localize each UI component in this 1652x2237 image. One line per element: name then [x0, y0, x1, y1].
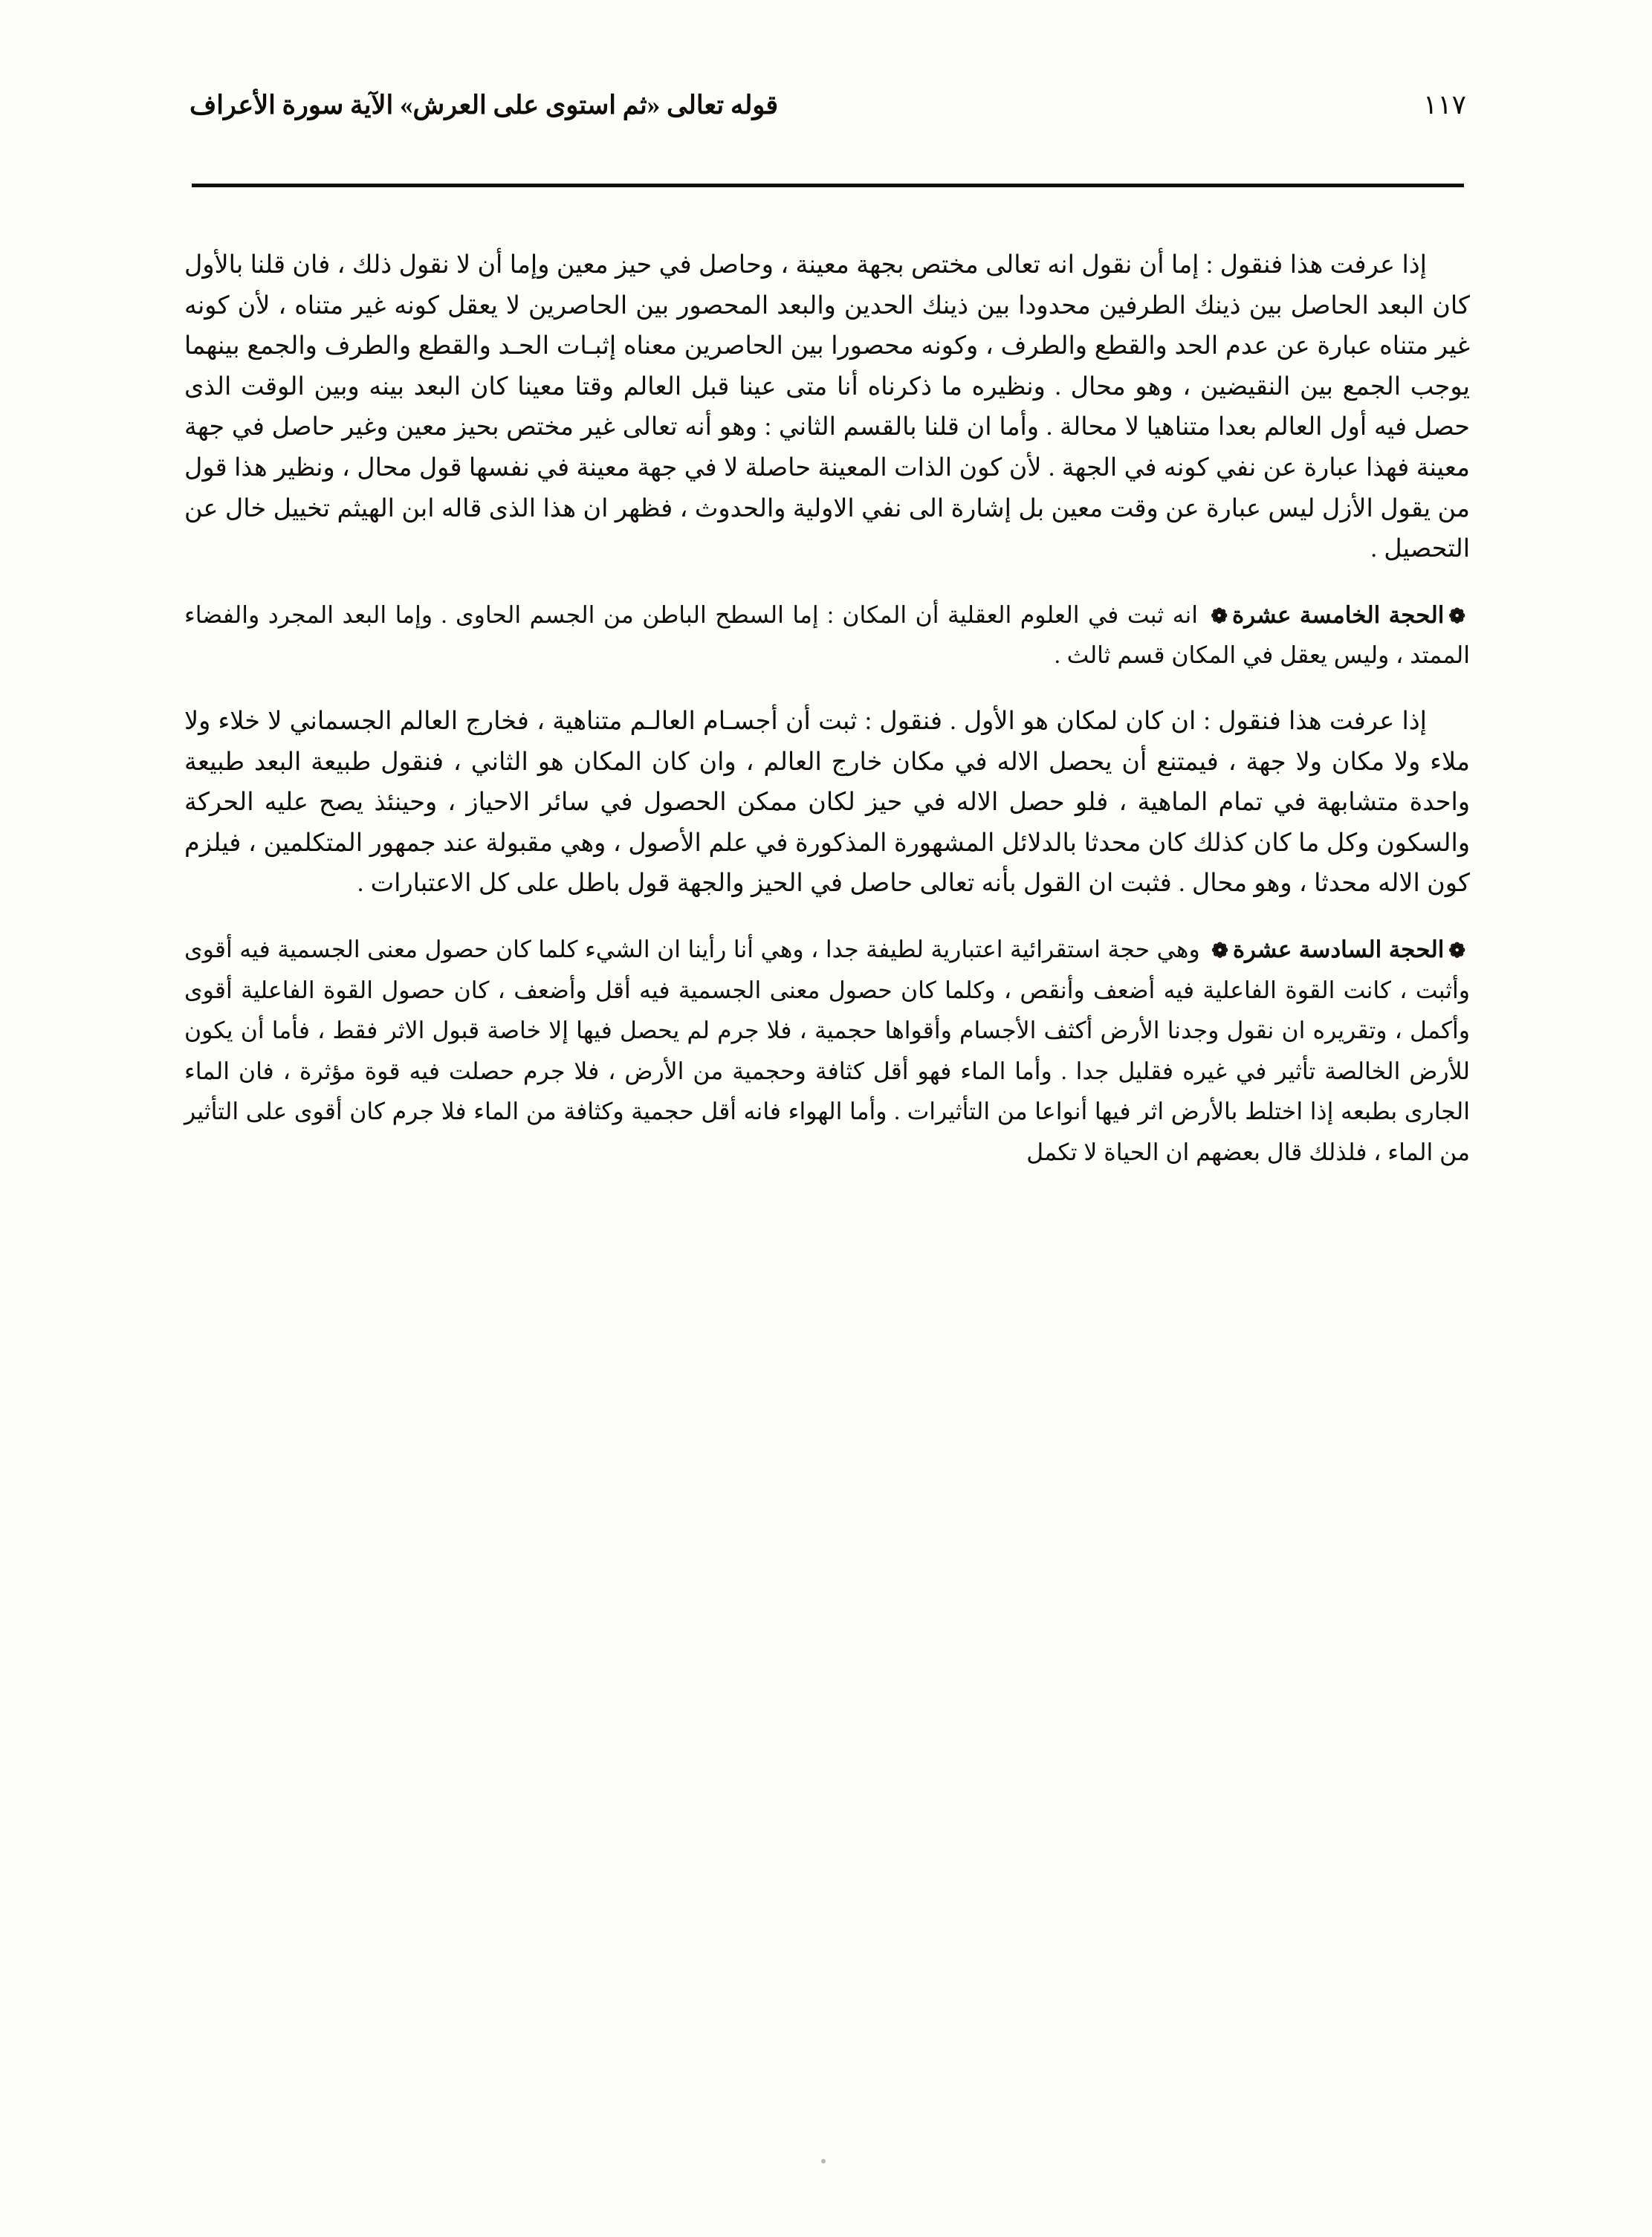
- page-body: [184, 245, 1470, 1173]
- paragraph-2-text: انه ثبت في العلوم العقلية أن المكان : إما السطح الباطن من الجسم الحاوى . وإما البعد المجرد والفضاء الممتد ، وليس يعقل في المكان قسم ثالث .: [184, 601, 1470, 669]
- page-header: [190, 89, 1466, 120]
- paragraph-3: [184, 702, 1470, 904]
- argument-heading-16: [1200, 936, 1470, 962]
- argument-heading-15-label: الحجة الخامسة عشرة: [1232, 601, 1445, 628]
- ornament-icon-open-2: ❁: [1448, 939, 1466, 962]
- page-speck: [821, 2159, 826, 2163]
- paragraph-3-text: إذا عرفت هذا فنقول : ان كان لمكان هو الأول . فنقول : ثبت أن أجسـام العالـم متناهية ، فخارج العالم الجسماني لا خلاء ولا ملاء ولا مكان ولا جهة ، فيمتنع أن يحصل الاله في مكان خارج العالم ، وان كان المكان هو الثاني ، فنقول طبيعة البعد طبيعة واحدة متشابهة في تمام الماهية ، فلو حصل الاله في حيز لكان ممكن الحصول في سائر الاحياز ، وحينئذ يصح عليه الحركة والسكون وكل ما كان كذلك كان محدثا بالدلائل المشهورة المذكورة في علم الأصول ، وهي مقبولة عند جمهور المتكلمين ، فيلزم كون الاله محدثا ، وهو محال . فثبت ان القول بأنه تعالى حاصل في الحيز والجهة قول باطل على كل الاعتبارات .: [184, 707, 1470, 898]
- running-title: قوله تعالى «ثم استوى على العرش» الآية سورة الأعراف: [190, 91, 779, 120]
- ornament-icon-open: ❁: [1448, 604, 1466, 627]
- argument-heading-15: [1198, 602, 1470, 628]
- paragraph-2: [184, 595, 1470, 676]
- ornament-icon-close-2: ❁: [1211, 939, 1228, 962]
- ornament-icon-close: ❁: [1211, 604, 1228, 627]
- paragraph-4-text: وهي حجة استقرائية اعتبارية لطيفة جدا ، وهي أنا رأينا ان الشيء كلما كان حصول معنى الجسمية فيه أقوى وأثبت ، كانت القوة الفاعلية فيه أضعف وأنقص ، وكلما كان حصول معنى الجسمية فيه أقل وأضعف ، كان حصول القوة الفاعلية أقوى وأكمل ، وتقريره ان نقول وجدنا الأرض أكثف الأجسام وأقواها حجمية ، فلا جرم لم يحصل فيها إلا خاصة قبول الاثر فقط ، فأما أن يكون للأرض الخالصة تأثير في غيره فقليل جدا . وأما الماء فهو أقل كثافة وحجمية من الأرض ، فلا جرم حصلت فيه قوة مؤثرة ، فان الماء الجارى بطبعه إذا اختلط بالأرض اثر فيها أنواعا من التأثيرات . وأما الهواء فانه أقل حجمية وكثافة من الماء فلا جرم كان أقوى على التأثير من الماء ، فلذلك قال بعضهم ان الحياة لا تكمل: [184, 936, 1470, 1165]
- argument-heading-16-label: الحجة السادسة عشرة: [1232, 936, 1445, 962]
- header-divider-rule: [192, 184, 1464, 187]
- paragraph-4: [184, 930, 1470, 1173]
- page-number: ١١٧: [1422, 90, 1466, 120]
- paragraph-1-text: إذا عرفت هذا فنقول : إما أن نقول انه تعالى مختص بجهة معينة ، وحاصل في حيز معين وإما أن لا نقول ذلك ، فان قلنا بالأول كان البعد الحاصل بين ذينك الطرفين محدودا بين ذينك الحدين والبعد المحصور بين الحاصرين لا يعقل كونه غير متناه ، لأن كونه غير متناه عبارة عن عدم الحد والقطع والطرف ، وكونه محصورا بين الحاصرين معناه إثبـات الحـد والقطع والطرف والجمع بينهما يوجب الجمع بين النقيضين ، وهو محال . ونظيره ما ذكرناه أنا متى عينا قبل العالم وقتا معينا كان البعد بينه وبين الوقت الذى حصل فيه أول العالم بعدا متناهيا لا محالة . وأما ان قلنا بالقسم الثاني : وهو أنه تعالى غير مختص بحيز معين وغير حاصل في جهة معينة فهذا عبارة عن نفي كونه في الجهة . لأن كون الذات المعينة حاصلة لا في جهة معينة في نفسها قول محال ، ونظير هذا قول من يقول الأزل ليس عبارة عن وقت معين بل إشارة الى نفي الاولية والحدوث ، فظهر ان هذا الذى قاله ابن الهيثم تخييل خال عن التحصيل .: [184, 251, 1470, 563]
- paragraph-1: [184, 245, 1470, 570]
